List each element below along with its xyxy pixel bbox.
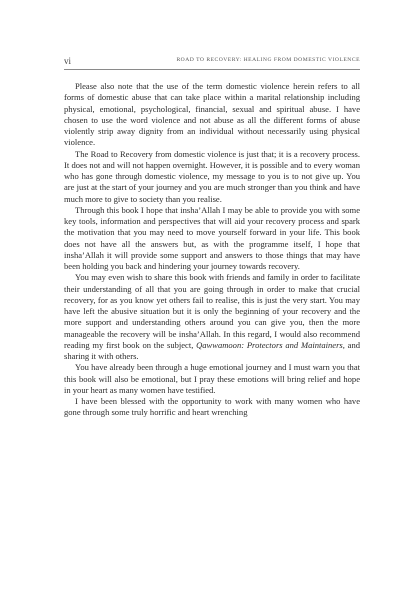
paragraph-text: , and sharing it with others. [64, 339, 360, 361]
paragraph: Please also note that the use of the term domestic violence herein refers to all forms of domestic abuse that can take place within a marital relationship including physical, emotional, psychological, financial, sexual and spiritual abuse. I have chosen to use the word violence and not abuse as all the different forms of abuse violently strip away dignity from an individual without necessarily using physical violence. [64, 81, 360, 148]
page-number: vi [64, 56, 72, 66]
paragraph: You have already been through a huge emotional journey and I must warn you that this book will also be emotional, but I pray these emotions will bring relief and hope in your heart as many women have testified. [64, 362, 360, 395]
running-title: ROAD TO RECOVERY: HEALING FROM DOMESTIC VIOLENCE [176, 57, 360, 63]
paragraph: I have been blessed with the opportunity to work with many women who have gone through some truly horrific and heart wrenching [64, 396, 360, 418]
page-header [64, 56, 360, 68]
paragraph-text: You may even wish to share this book with friends and family in order to facilitate their understanding of all that you are going through in order to make that crucial recovery, for as you know yet others fail to realise, this is just the very start. You may have left the abusive situation but it is only the beginning of your recovery and the more support and understanding others around you can give you, then the more manageable the recovery will be insha’Allah. In this regard, I would also recommend reading my first book on the subject, [64, 272, 360, 350]
header-rule [64, 69, 360, 70]
body-text [64, 81, 360, 419]
paragraph: The Road to Recovery from domestic violence is just that; it is a recovery process. It does not and will not happen overnight. However, it is possible and to every woman who has gone through domestic violence, my message to you is to not give up. You are just at the start of your journey and you are much stronger than you think and have much more to give to society than you realise. [64, 148, 360, 204]
paragraph: Through this book I hope that insha’Allah I may be able to provide you with some key tools, information and perspectives that will aid your recovery process and spark the motivation that you may need to move yourself forward in your life. This book does not have all the answers but, as with the programme itself, I hope that insha’Allah it will provide some support and answers to those things that may have been holding you back and hindering your journey towards recovery. [64, 204, 360, 271]
paragraph [64, 272, 360, 362]
book-title: Qawwamoon: Protectors and Maintainers [196, 339, 343, 350]
